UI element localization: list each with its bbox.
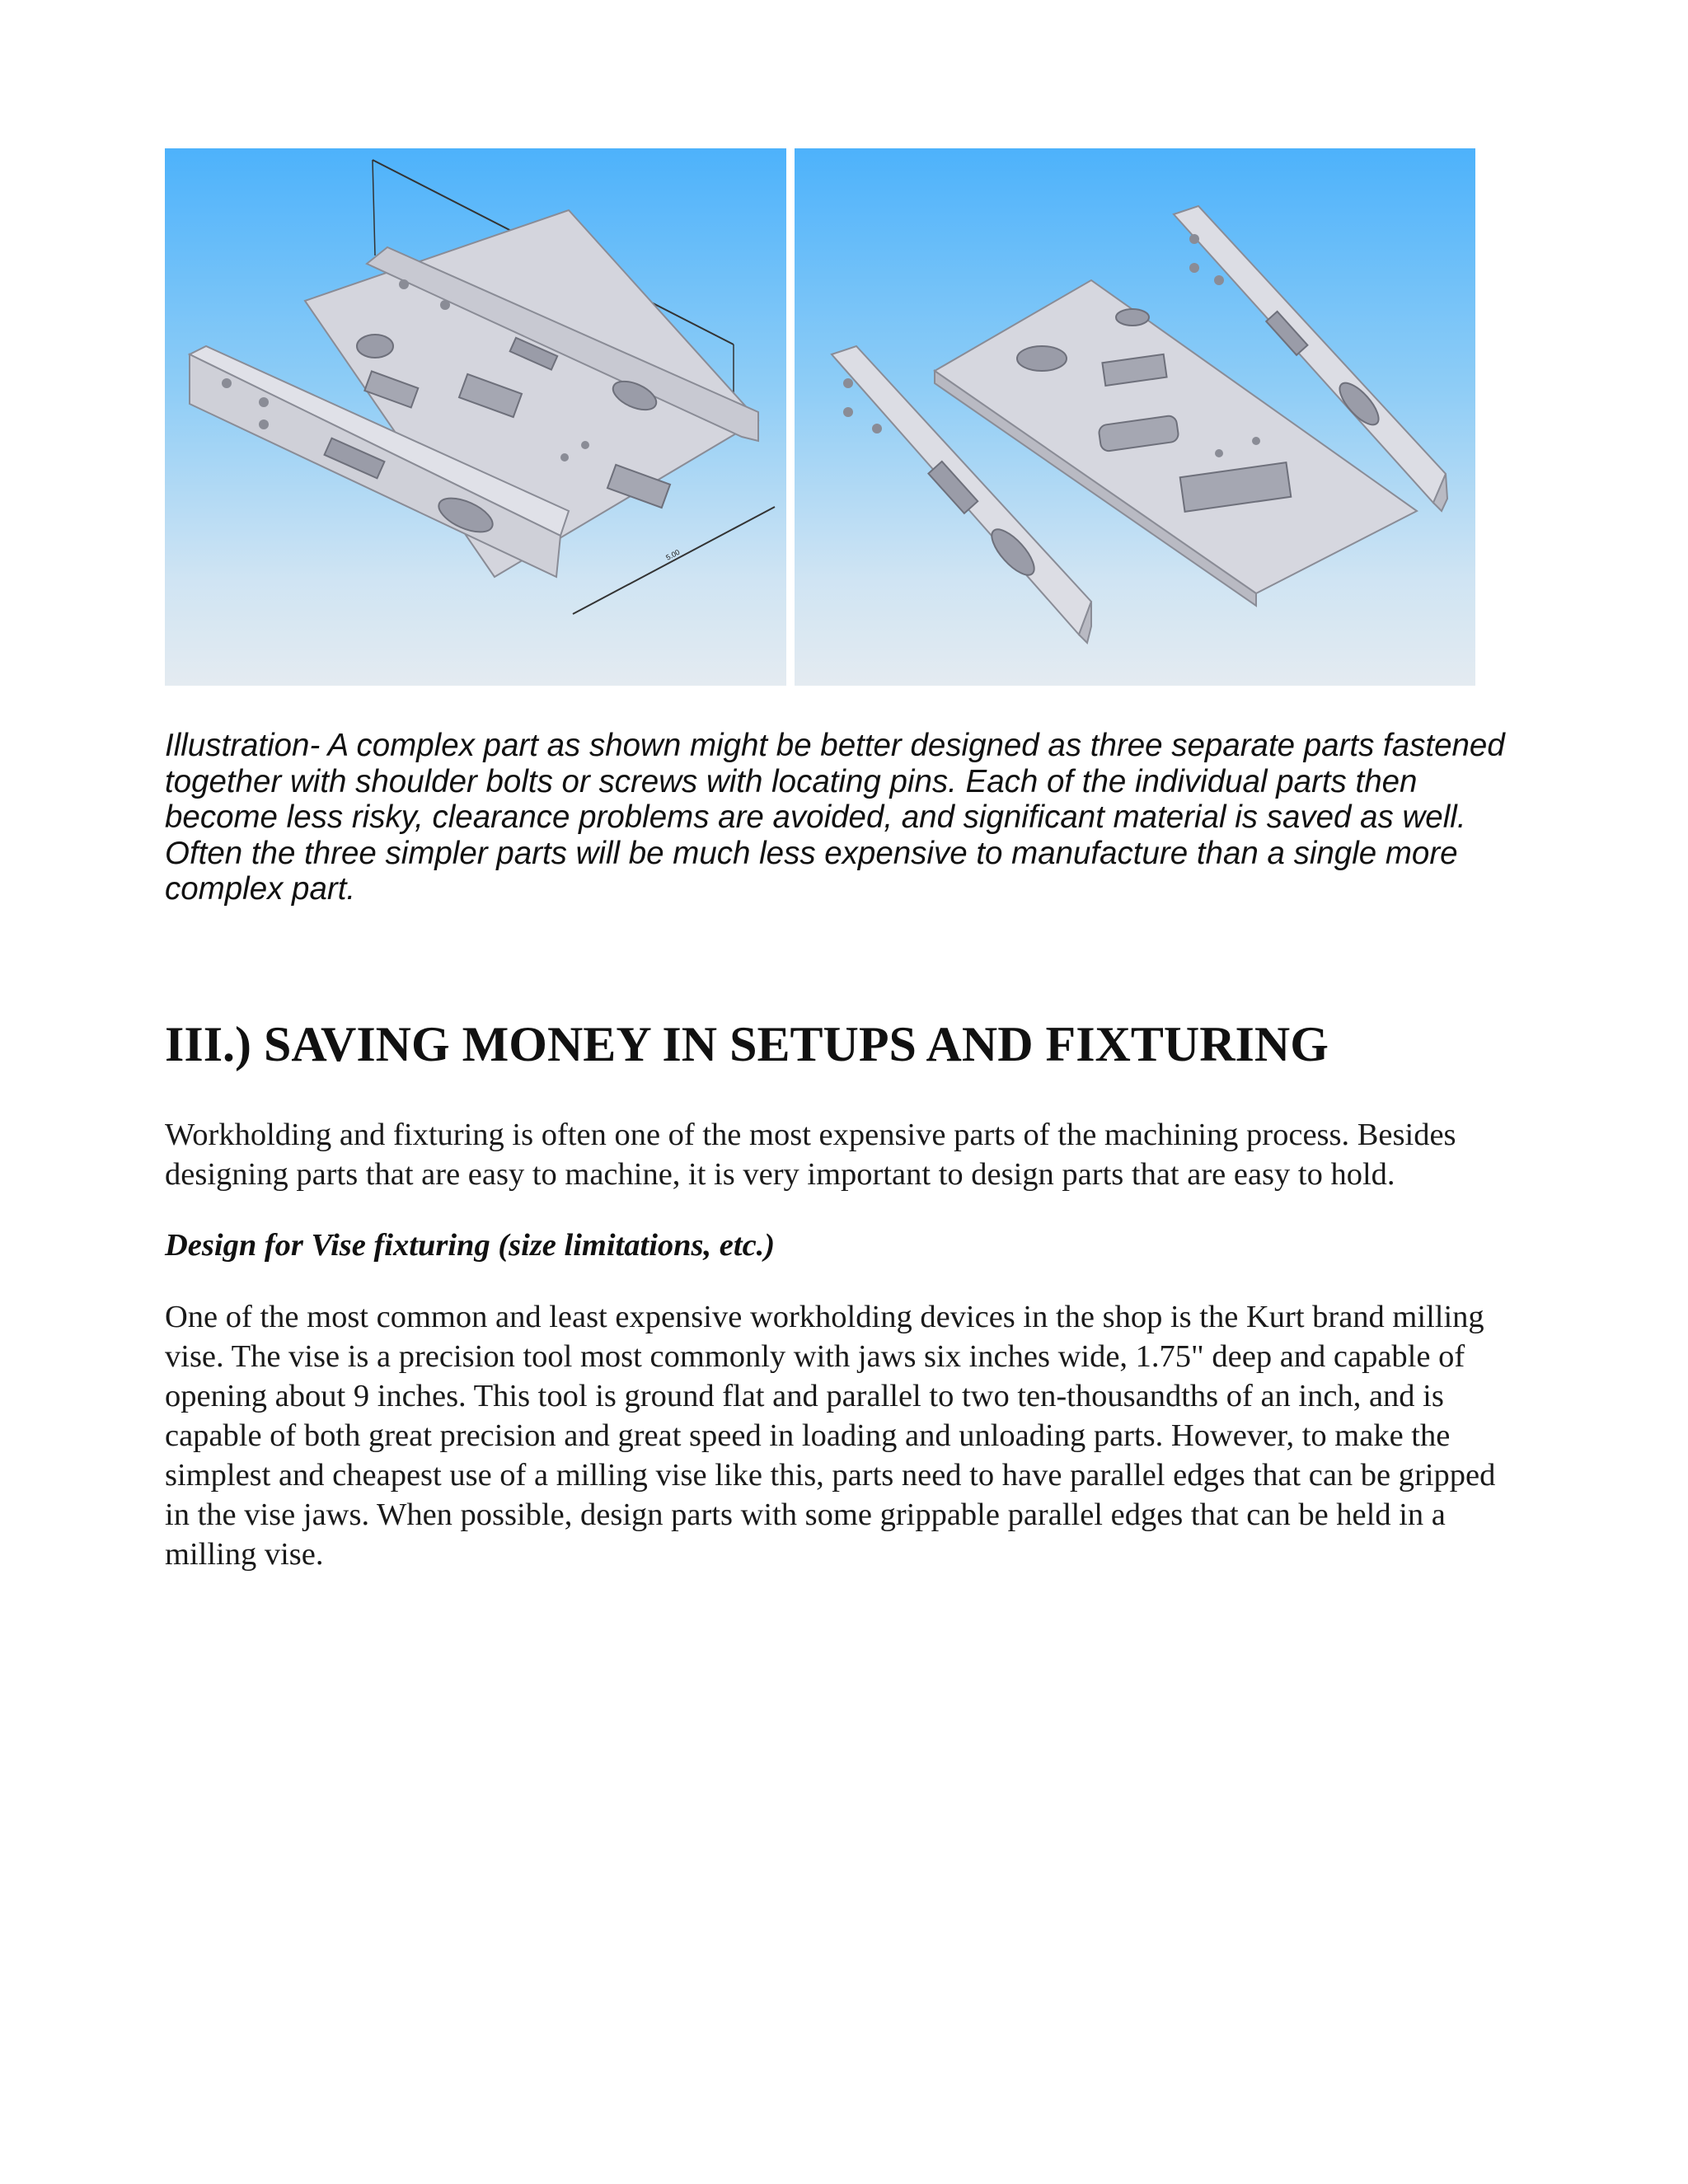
section-heading: III.) SAVING MONEY IN SETUPS AND FIXTURING: [165, 1017, 1329, 1071]
complex-part-image: [165, 148, 786, 686]
three-parts-image: [795, 148, 1475, 686]
vise-paragraph: One of the most common and least expensive workholding devices in the shop is the Kurt brand milling vise. The vise is a precision tool most commonly with jaws six inches wide, 1.75" deep and capable of opening about 9 inches. This tool is ground flat and parallel to two ten-thousandths of an inch, and is capable of both great precision and great speed in loading and unloading parts. However, to make the simplest and cheapest use of a milling vise like this, parts need to have parallel edges that can be gripped in the vise jaws. When possible, design parts with some grippable parallel edges that can be held in a milling vise.: [165, 1300, 1496, 1572]
dimension-label-bottom: 5.00: [664, 547, 682, 562]
intro-paragraph: Workholding and fixturing is often one of the most expensive parts of the machining process. Besides designing parts that are easy to machine, it is very important to design parts that are easy to hold.: [165, 1118, 1456, 1192]
figure-caption: Illustration- A complex part as shown might be better designed as three separate parts fastened together with shoulder bolts or screws with locating pins. Each of the individual parts then become less risky, clearance problems are avoided, and significant material is saved as well. Often the three simpler parts will be much less expensive to manufacture than a single more complex part.: [165, 728, 1505, 907]
subheading: Design for Vise fixturing (size limitations, etc.): [165, 1228, 776, 1263]
illustration-figure: [165, 148, 1475, 686]
